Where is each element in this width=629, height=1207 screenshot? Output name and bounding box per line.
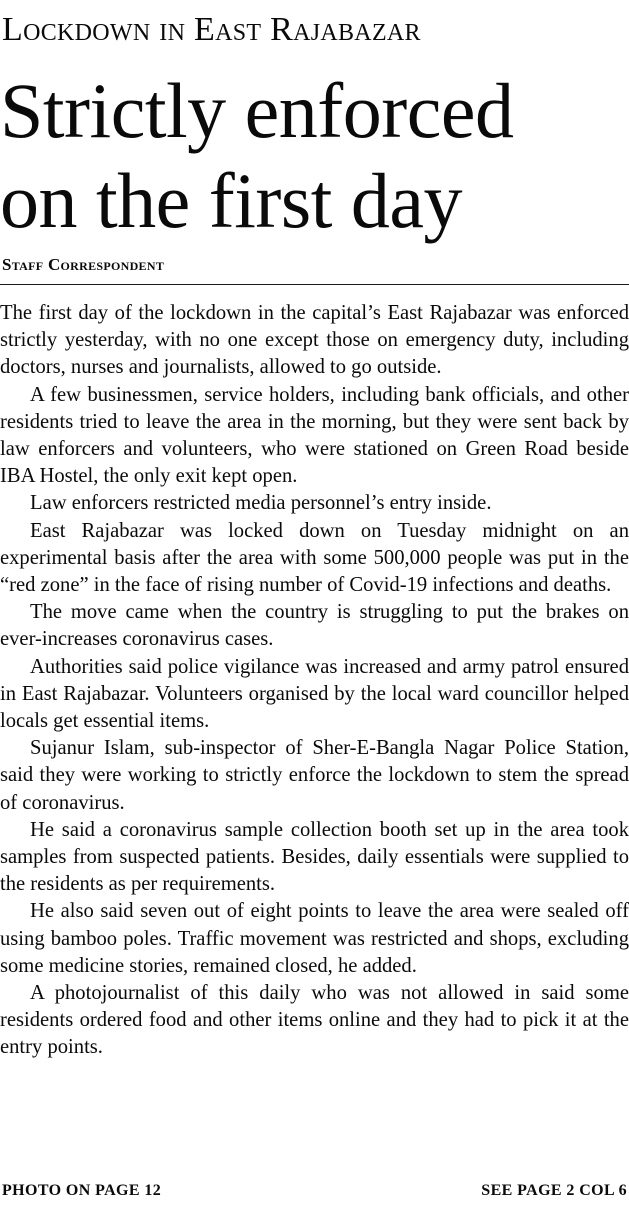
body-paragraph: He said a coronavirus sample collection booth set up in the area took samples from suspected patients. Besides, daily essentials were supplied to the residents as per requirements. <box>0 818 629 896</box>
photo-reference: PHOTO ON PAGE 12 <box>2 1182 162 1199</box>
body-paragraph: Sujanur Islam, sub-inspector of Sher-E-Bangla Nagar Police Station, said they were working to strictly enforce the lockdown to stem the spread of coronavirus. <box>0 737 629 814</box>
body-paragraph: The move came when the country is struggling to put the brakes on ever-increases coronavirus cases. <box>0 601 629 651</box>
article-headline <box>0 66 629 246</box>
body-paragraph: East Rajabazar was locked down on Tuesday midnight on an experimental basis after the area with some 500,000 people was put in the “red zone” in the face of rising number of Covid-19 infections and deaths. <box>0 519 629 597</box>
continuation-reference: SEE PAGE 2 COL 6 <box>481 1182 627 1199</box>
byline-divider <box>0 284 629 285</box>
body-paragraph: He also said seven out of eight points to leave the area were sealed off using bamboo poles. Traffic movement was restricted and shops, excluding some medicine stories, remained closed, he added. <box>0 900 629 977</box>
headline-line-2: on the first day <box>0 157 463 244</box>
body-paragraph: A photojournalist of this daily who was not allowed in said some residents ordered food and other items online and they had to pick it at the entry points. <box>0 982 629 1059</box>
body-paragraph: Law enforcers restricted media personnel’s entry inside. <box>30 492 492 515</box>
article-kicker: Lockdown in East Rajabazar <box>2 11 421 48</box>
body-paragraph: The first day of the lockdown in the capital’s East Rajabazar was enforced strictly yesterday, with no one except those on emergency duty, including doctors, nurses and journalists, allowed to go outside. <box>0 302 629 379</box>
headline-line-1: Strictly enforced <box>0 67 514 154</box>
body-paragraph: A few businessmen, service holders, including bank officials, and other residents tried to leave the area in the morning, but they were sent back by law enforcers and volunteers, who were stationed on Green Road beside IBA Hostel, the only exit kept open. <box>0 383 629 488</box>
body-paragraph: Authorities said police vigilance was increased and army patrol ensured in East Rajabazar. Volunteers organised by the local ward councillor helped locals get essential items. <box>0 655 629 733</box>
article-body <box>0 300 629 1062</box>
article-byline: Staff Correspondent <box>2 255 165 274</box>
